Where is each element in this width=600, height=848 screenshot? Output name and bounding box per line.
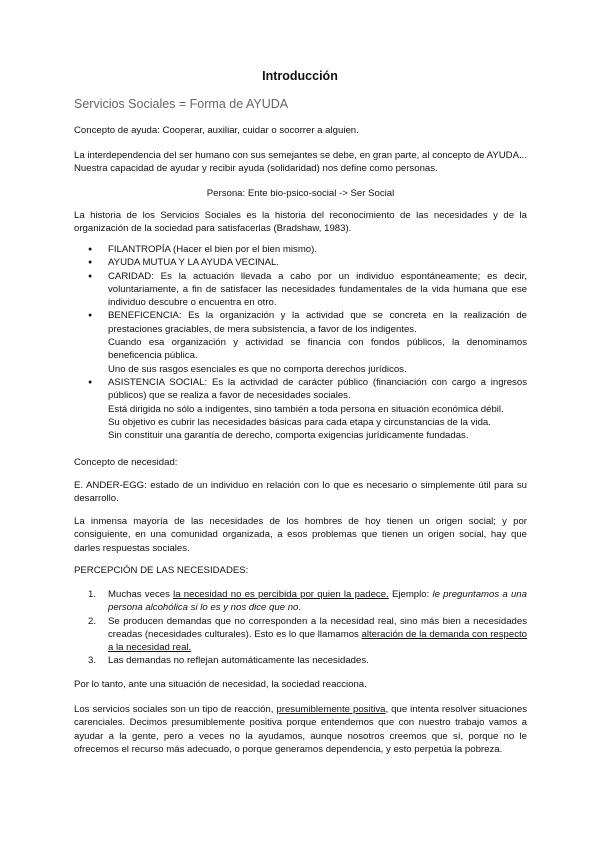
paragraph-interdependencia: La interdependencia del ser humano con sus semejantes se debe, en gran parte, al concepto de AYUDA... Nuestra capacidad de ayudar y recibir ayuda (solidaridad) nos define como personas. (74, 150, 527, 175)
page-title: Introducción (262, 69, 338, 83)
section-subtitle: Servicios Sociales = Forma de AYUDA (74, 97, 289, 111)
list-item: 1. Muchas veces la necesidad no es percibida por quien la padece. Ejemplo: le preguntamos a una persona alcohólica si lo es y nos dice que no. (88, 589, 527, 614)
numbered-list-percepcion (74, 588, 527, 668)
paragraph-historia: La historia de los Servicios Sociales es la historia del reconocimiento de las necesidades y de la organización de la sociedad para satisfacerlas (Bradshaw, 1983). (74, 210, 527, 235)
paragraph-mayoria-necesidades: La inmensa mayoría de las necesidades de los hombres de hoy tienen un origen social; y por consiguiente, en una comunidad organizada, a esos problemas que tienen un origen social, hay que darles respuestas sociales. (74, 516, 527, 554)
paragraph-sociedad-reacciona: Por lo tanto, ante una situación de necesidad, la sociedad reacciona. (74, 679, 367, 690)
paragraph-persona: Persona: Ente bio-psico-social -> Ser Social (206, 188, 395, 199)
list-item: 3. Las demandas no reflejan automáticamente las necesidades. (88, 655, 369, 667)
list-item: ● AYUDA MUTUA Y LA AYUDA VECINAL. (74, 256, 527, 269)
list-item: ● CARIDAD: Es la actuación llevada a cabo por un individuo espontáneamente; es decir, voluntariamente, a fin de satisfacer las necesidades fundamentales de la vida humana que ese individuo descubre o encuentra en otro. (74, 270, 527, 310)
paragraph-percepcion-heading: PERCEPCIÓN DE LAS NECESIDADES: (74, 565, 249, 576)
bullet-list-formas-ayuda (74, 243, 527, 442)
list-item: ● BENEFICENCIA: Es la organización y la actividad que se concreta en la realización de prestaciones graciables, de mera subsistencia, a favor de los indigentes. Cuando esa organización y actividad se financia con fondos públicos, la denominamos beneficencia pública. Uno de sus rasgos esenciales es que no comporta derechos jurídicos. (74, 309, 527, 375)
list-item: ● ASISTENCIA SOCIAL: Es la actividad de carácter público (financiación con cargo a ingresos públicos) que se realiza a favor de necesidades sociales. Está dirigida no sólo a indigentes, sino también a toda persona en situación económica débil. Su objetivo es cubrir las necesidades básicas para cada etapa y circunstancias de la vida. Sin constituir una garantía de derecho, comporta exigencias jurídicamente fundadas. (74, 376, 527, 442)
paragraph-ander-egg: E. ANDER-EGG: estado de un individuo en relación con lo que es necesario o simplemente útil para su desarrollo. (74, 480, 527, 505)
list-item: 2. Se producen demandas que no corresponden a la necesidad real, sino más bien a necesidades creadas (necesidades culturales). Esto es lo que llamamos alteración de la demanda con respecto a la necesidad real. (88, 615, 527, 654)
list-item: ● FILANTROPÍA (Hacer el bien por el bien mismo). (74, 243, 527, 256)
paragraph-concepto-ayuda: Concepto de ayuda: Cooperar, auxiliar, cuidar o socorrer a alguien. (74, 125, 359, 136)
paragraph-concepto-necesidad: Concepto de necesidad: (74, 457, 178, 468)
paragraph-servicios-sociales: Los servicios sociales son un tipo de reacción, presumiblemente positiva, que intenta resolver situaciones carenciales. Decimos presumiblemente positiva porque entendemos que con nuestro trabajo vamos a ayudar a la gente, pero a veces no la ayudamos, aunque nosotros creemos que sí, porque no le ofrecemos el recurso más adecuado, o porque generamos dependencia, y esto perpetúa la pobreza. (74, 704, 527, 755)
